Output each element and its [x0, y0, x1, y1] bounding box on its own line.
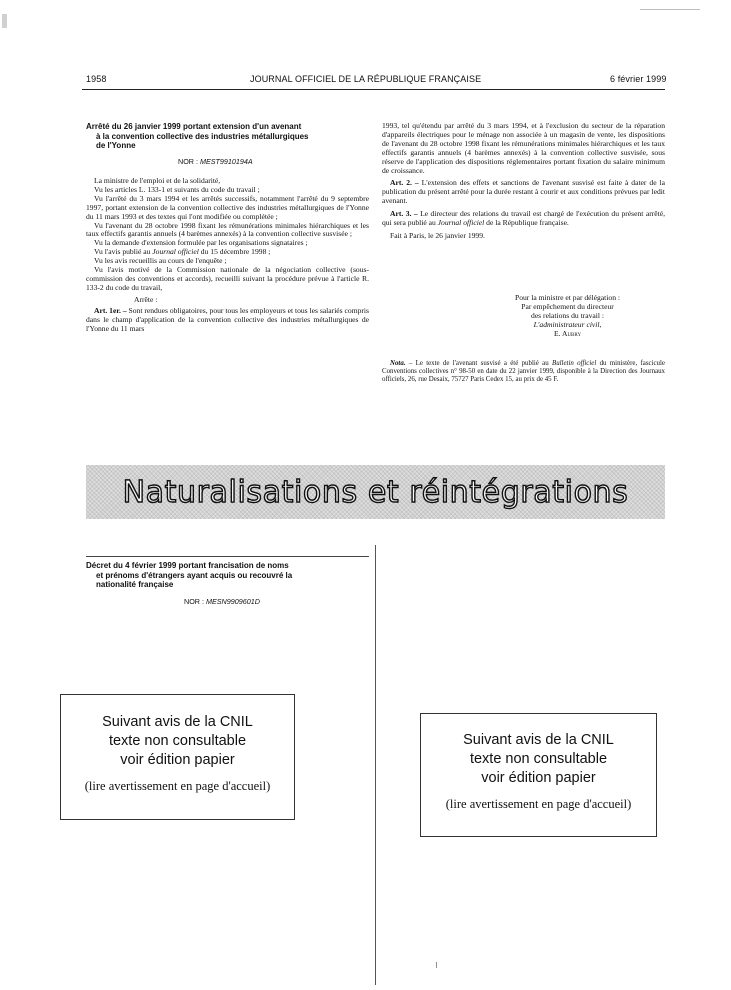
journal-officiel-visa: Vu l'avis publié au Journal officiel du 15 décembre 1998 ;	[94, 247, 271, 257]
cnil-line1: Suivant avis de la CNIL	[102, 714, 253, 730]
arrete-paragraph: La ministre de l'emploi et de la solidarité,	[94, 176, 221, 185]
decret-title-line2: et prénoms d'étrangers ayant acquis ou recouvré la	[96, 570, 293, 580]
nor-value: MESN9909601D	[205, 597, 260, 606]
arrete-nor	[178, 157, 253, 166]
banner-title: Naturalisations et réintégrations	[122, 474, 629, 510]
nota-note: Nota. – Le texte de l'avenant susvisé a été publié au Bulletin officiel du ministère, fascicule Conventions collectives n° 98-50 en date du 22 janvier 1999, disponible à la Direction des Journaux officiels, 26, rue Desaix, 75727 Paris Cedex 15, au prix de 45 F.	[382, 360, 665, 383]
arrete-title-line2: à la convention collective des industries métallurgiques	[96, 131, 309, 141]
cnil-notice-right	[420, 713, 657, 837]
cnil-sub: (lire avertissement en page d'accueil)	[84, 779, 271, 793]
journal-title: JOURNAL OFFICIEL DE LA RÉPUBLIQUE FRANÇAISE	[250, 74, 482, 84]
article-3: Art. 3. – Le directeur des relations du travail est chargé de l'exécution du présent arrêté, qui sera publié au Journal officiel de la République française.	[382, 209, 665, 228]
arrete-paragraph: Vu l'arrêté du 3 mars 1994 et les arrêtés successifs, notamment l'arrêté du 9 septembre 1997, portant extension de la convention collective des industries métallurgiques de l'Yonne du 11 mars 1993 et des textes qui l'ont modifiée ou complétée ;	[86, 193, 369, 221]
cnil-notice-left	[60, 694, 295, 820]
decret-title-line3: nationalité française	[96, 580, 174, 590]
arrete-paragraph: Vu l'avis motivé de la Commission nationale de la négociation collective (sous-commission des conventions et accords), recueilli suivant la procédure prévue à l'article R. 133-2 du code du travail,	[86, 265, 369, 292]
sign-line: Pour la ministre et par délégation :	[514, 293, 621, 302]
decret-title	[86, 561, 366, 590]
decret-nor	[184, 597, 260, 606]
cnil-line3: voir édition papier	[481, 770, 596, 786]
nor-value: MEST9910194A	[199, 157, 253, 166]
cnil-line2: texte non consultable	[469, 751, 608, 767]
nor-label: NOR :	[184, 597, 204, 606]
column-divider	[375, 545, 376, 985]
arrete-paragraph: Vu l'avenant du 28 octobre 1998 fixant les rémunérations minimales hiérarchiques et les taux effectifs garantis annuels (4 barèmes annexés) à la convention collective susvisée ;	[86, 220, 369, 239]
sign-role: L'administrateur civil,	[533, 319, 602, 329]
sign-line: Par empêchement du directeur	[521, 301, 614, 311]
sign-line: des relations du travail :	[531, 310, 604, 320]
article-1: Art. 1er. – Sont rendues obligatoires, pour tous les employeurs et tous les salariés compris dans le champ d'application de la convention collective des industries métallurgiques de l'Yonne du 11 mars	[86, 305, 369, 333]
article-1-continuation: 1993, tel qu'étendu par arrêté du 3 mars 1994, et à l'exclusion du secteur de la réparation d'appareils électriques pour le ménage non associée à un magasin de vente, les dispositions de l'avenant du 28 octobre 1998 fixant les rémunérations minimales hiérarchiques et les taux effectifs garantis annuels (4 barèmes annexés) à la convention collective susvisée, sous réserve de l'application des dispositions réglementaires portant fixation du salaire minimum de croissance.	[382, 121, 665, 175]
arrete-right-column	[382, 122, 665, 241]
header-rule	[82, 89, 665, 90]
arrete-title-line3: de l'Yonne	[96, 141, 136, 151]
nor-label: NOR :	[178, 157, 198, 166]
scan-mark	[2, 14, 7, 28]
arrete-word: Arrête :	[134, 294, 158, 304]
page-number: 1958	[86, 74, 107, 84]
arrete-title-line1: Arrêté du 26 janvier 1999 portant extension d'un avenant	[86, 122, 302, 131]
signature-block	[470, 294, 665, 339]
scan-mark	[640, 9, 700, 10]
fait-a-paris: Fait à Paris, le 26 janvier 1999.	[390, 230, 485, 240]
arrete-paragraph: Vu la demande d'extension formulée par les organisations signataires ;	[94, 238, 308, 248]
article-2: Art. 2. – L'extension des effets et sanctions de l'avenant susvisé est faite à dater de la publication du présent arrêté pour la durée restant à courir et aux conditions prévues par ledit avenant.	[382, 178, 665, 206]
decret-rule	[86, 556, 369, 557]
cnil-line3: voir édition papier	[120, 752, 235, 768]
cnil-line2: texte non consultable	[108, 733, 247, 749]
arrete-paragraph: Vu les avis recueillis au cours de l'enquête ;	[94, 256, 227, 266]
scan-mark	[436, 962, 437, 968]
arrete-left-column	[86, 177, 369, 333]
decret-title-line1: Décret du 4 février 1999 portant francisation de noms	[86, 561, 289, 570]
cnil-sub: (lire avertissement en page d'accueil)	[445, 797, 632, 811]
arrete-paragraph: Vu les articles L. 133-1 et suivants du code du travail ;	[94, 184, 260, 194]
section-banner	[86, 465, 665, 519]
arrete-title	[86, 122, 369, 151]
cnil-line1: Suivant avis de la CNIL	[463, 732, 614, 748]
issue-date: 6 février 1999	[610, 74, 667, 84]
sign-name: E. Aubry	[553, 328, 582, 338]
